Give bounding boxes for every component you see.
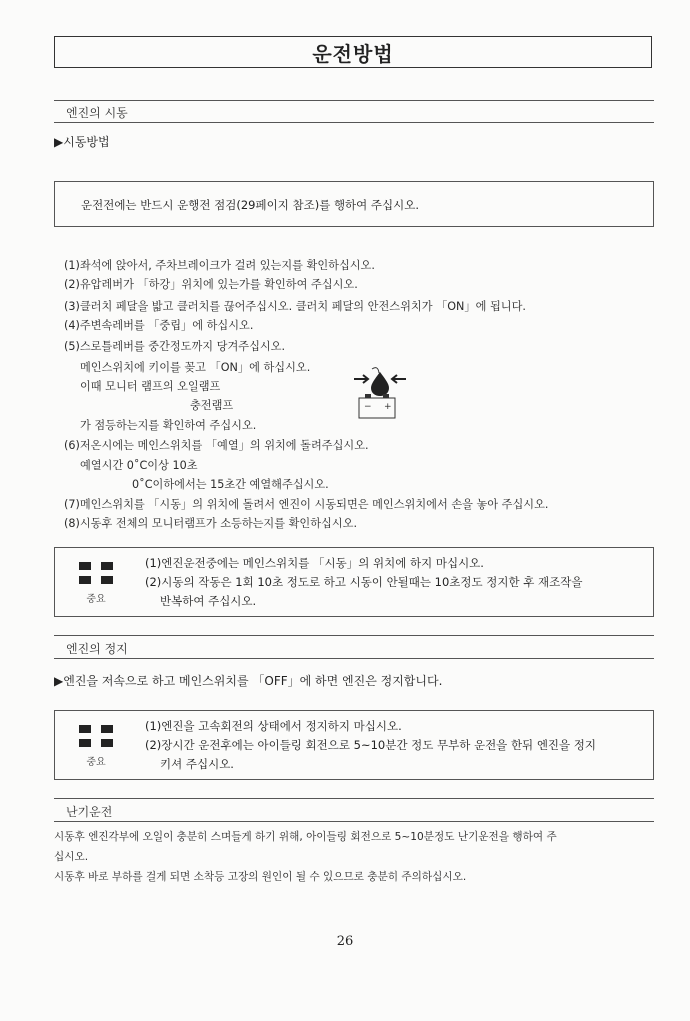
important-label: 중요 (86, 757, 106, 768)
section-header-engine-start: 엔진의 시동 (66, 106, 128, 120)
notice-box (54, 181, 654, 227)
step-8: (8)시동후 전체의 모니터램프가 소등하는지를 확인하십시오. (64, 517, 358, 530)
important-note-2-cont: 키셔 주십시오. (160, 757, 234, 771)
important-note-2: (2)장시간 운전후에는 아이들링 회전으로 5~10분간 정도 무부하 운전을 한뒤 엔진을 정지 (145, 738, 597, 752)
warmup-line-1-cont: 십시오. (54, 851, 89, 863)
subheader-stop-method: ▶엔진을 저속으로 하고 메인스위치를 「OFF」에 하면 엔진은 정지합니다. (54, 674, 443, 688)
important-note-2: (2)시동의 작동은 1회 10초 정도로 하고 시동이 안될때는 10초정도 정지한 후 재조작을 (145, 575, 583, 589)
step-3: (3)클러치 페달을 밟고 클러치를 끊어주십시오. 클러치 페달의 안전스위치가 「ON」에 됩니다. (64, 300, 526, 313)
step-4: (4)주변속레버를 「중립」에 하십시오. (64, 319, 254, 332)
step-7: (7)메인스위치를 「시동」의 위치에 돌려서 엔진이 시동되면은 메인스위치에서 손을 놓아 주십시오. (64, 498, 549, 511)
section-header-engine-stop: 엔진의 정지 (66, 642, 128, 656)
step-5-oil-lamp: 이때 모니터 램프의 오일램프 (80, 380, 221, 393)
section-divider (54, 798, 654, 799)
section-header-warmup: 난기운전 (66, 805, 113, 819)
warmup-line-1: 시동후 엔진각부에 오일이 충분히 스며들게 하기 위해, 아이들링 회전으로 5~10분정도 난기운전을 행하여 주 (54, 831, 557, 843)
page-title-box (54, 36, 652, 68)
battery-charge-lamp-icon (356, 392, 400, 422)
warmup-line-2: 시동후 바로 부하를 걸게 되면 소착등 고장의 원인이 될 수 있으므로 충분히 주의하십시오. (54, 871, 467, 883)
step-5: (5)스로틀레버를 중간정도까지 당겨주십시오. (64, 340, 286, 353)
svg-text:−: − (364, 402, 372, 412)
notice-text: 운전전에는 반드시 운행전 점검(29페이지 참조)를 행하여 주십시오. (81, 198, 420, 212)
important-icon (79, 725, 113, 768)
step-5-key: 메인스위치에 키이를 꽂고 「ON」에 하십시오. (80, 361, 311, 374)
step-2: (2)유압레버가 「하강」위치에 있는가를 확인하여 주십시오. (64, 278, 358, 291)
step-6-preheat-below-zero: 0˚C이하에서는 15초간 예열해주십시오. (132, 478, 329, 491)
important-box-stop (54, 710, 654, 780)
important-note-2-cont: 반복하여 주십시오. (160, 594, 257, 608)
important-label: 중요 (86, 594, 106, 605)
page-number: 26 (336, 934, 354, 949)
important-icon (79, 562, 113, 605)
section-divider (54, 122, 654, 123)
section-divider (54, 100, 654, 101)
important-note-1: (1)엔진운전중에는 메인스위치를 「시동」의 위치에 하지 마십시오. (145, 556, 484, 570)
page-title: 운전방법 (312, 41, 394, 66)
step-5-check: 가 점등하는지를 확인하여 주십시오. (80, 419, 257, 432)
section-divider (54, 635, 654, 636)
section-divider (54, 658, 654, 659)
svg-text:+: + (384, 402, 392, 412)
step-6: (6)저온시에는 메인스위치를 「예열」의 위치에 돌려주십시오. (64, 439, 369, 452)
step-1: (1)좌석에 앉아서, 주차브레이크가 걸려 있는지를 확인하십시오. (64, 259, 375, 272)
step-5-charge-lamp: 충전램프 (190, 399, 234, 412)
subheader-start-method: ▶시동방법 (54, 135, 110, 149)
step-6-preheat-above-zero: 예열시간 0˚C이상 10초 (80, 459, 198, 472)
important-box-start (54, 547, 654, 617)
important-note-1: (1)엔진을 고속회전의 상태에서 정지하지 마십시오. (145, 719, 402, 733)
section-divider (54, 821, 654, 822)
